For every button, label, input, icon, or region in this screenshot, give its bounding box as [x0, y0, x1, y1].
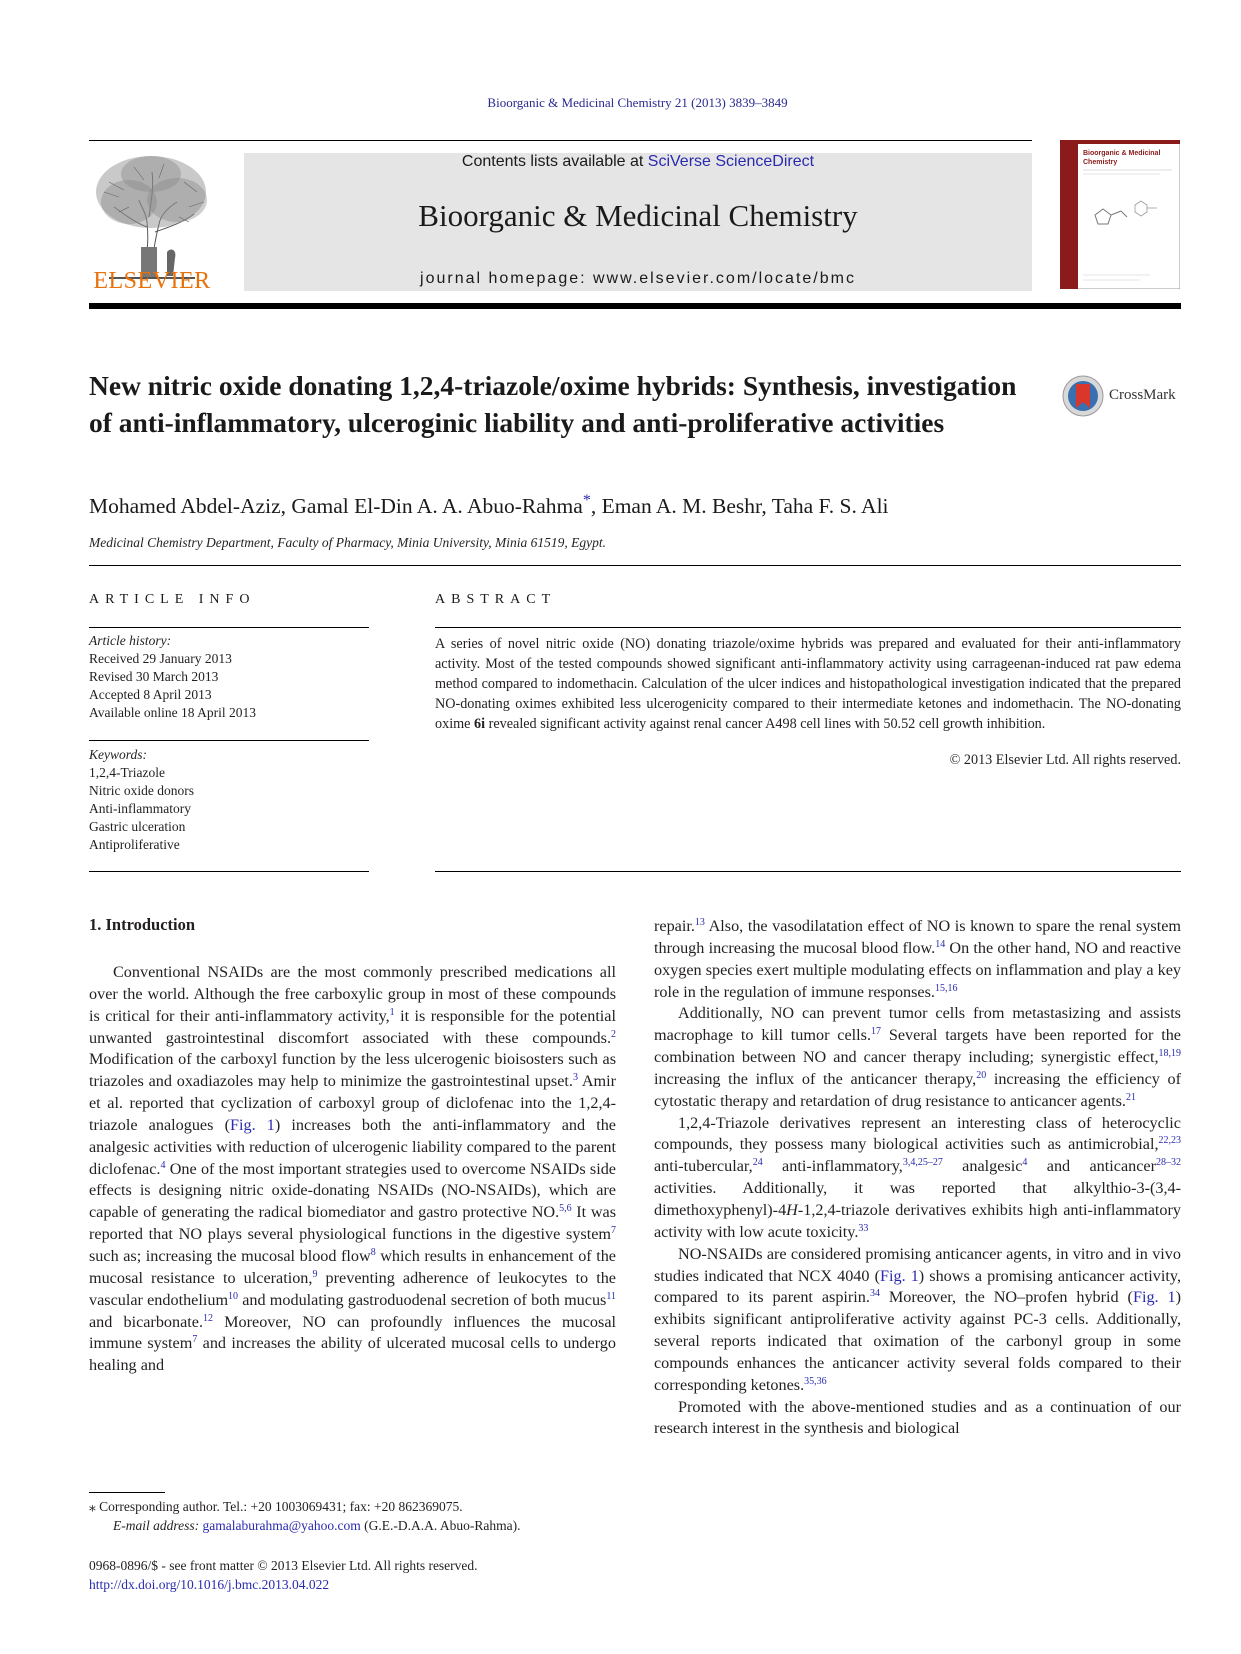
keyword-item: Anti-inflammatory: [89, 801, 191, 816]
text-run: increasing the efficiency of cytostatic therapy and retardation of drug resistance to anticancer agents.: [654, 1069, 1181, 1110]
history-item: Accepted 8 April 2013: [89, 687, 212, 702]
email-link[interactable]: gamalaburahma@yahoo.com: [202, 1518, 361, 1533]
contents-prefix: Contents lists available at: [461, 153, 648, 170]
article-info-heading: ARTICLE INFO: [89, 592, 256, 607]
affiliation: Medicinal Chemistry Department, Faculty of Pharmacy, Minia University, Minia 61519, Egypt.: [89, 535, 607, 550]
text-run: ) increases both the anti-inflammatory and the analgesic activities with reduction of ulcerogenic liability compared to the parent diclofenac.: [89, 1115, 616, 1178]
citation-ref[interactable]: 3,4,25–27: [902, 1157, 943, 1169]
citation-ref[interactable]: 8: [370, 1246, 376, 1258]
citation-ref[interactable]: 5,6: [559, 1203, 572, 1215]
paragraph: [654, 916, 1181, 1003]
citation-ref[interactable]: 14: [935, 938, 946, 950]
email-owner: (G.E.-D.A.A. Abuo-Rahma).: [360, 1518, 521, 1533]
citation-ref[interactable]: 15,16: [934, 982, 958, 994]
history-item: Revised 30 March 2013: [89, 669, 219, 684]
citation-ref[interactable]: 7: [192, 1334, 198, 1346]
text-run: and modulating gastroduodenal secretion of both mucus: [238, 1290, 607, 1309]
citation-ref[interactable]: 1: [389, 1006, 395, 1018]
body-column-left: [89, 962, 616, 1377]
text-run: Additionally, NO can prevent tumor cells from metastasizing and assists macrophage to kill tumor cells.: [654, 1004, 1181, 1045]
keywords: [89, 746, 369, 854]
front-matter: [89, 1556, 478, 1594]
corresponding-author-note: [89, 1497, 520, 1516]
history-item: Received 29 January 2013: [89, 651, 232, 666]
text-run: It was reported that NO plays several physiological functions in the digestive system: [89, 1203, 616, 1244]
crossmark-label: CrossMark: [1109, 387, 1176, 403]
compound-label: 6i: [474, 716, 486, 732]
sciencedirect-link[interactable]: SciVerse ScienceDirect: [647, 153, 815, 170]
abstract-part: revealed significant activity against renal cancer A498 cell lines with 50.52 cell growth inhibition.: [485, 716, 1046, 732]
citation-ref[interactable]: 9: [312, 1268, 318, 1280]
text-run: preventing adherence of leukocytes to the vascular endothelium: [89, 1268, 616, 1309]
abstract-part: A series of novel nitric oxide (NO) donating triazole/oxime hybrids was prepared and evaluated for their anti-inflammatory activity. Most of the tested compounds showed significant anti-inflammatory activity using carrageenan-induced rat paw edema method compared to indomethacin. Calculation of the ulcer indices and histopathological investigation indicated that the prepared NO-donating oximes exhibited less ulcerogenicity compared to their intermediate ketones and indomethacin. The NO-donating oxime: [435, 636, 1181, 732]
text-run: activities. Additionally, it was reported that alkylthio-3-(3,4-dimethoxyphenyl)-4: [654, 1179, 1181, 1219]
citation-ref[interactable]: 33: [858, 1222, 869, 1234]
history-label: Article history:: [89, 633, 172, 648]
text-run: it is responsible for the potential unwanted gastrointestinal discomfort associated with these compounds.: [89, 1006, 616, 1047]
text-run: repair.: [654, 917, 695, 935]
abstract-heading: ABSTRACT: [435, 592, 557, 607]
text-run: anti-tubercular,: [654, 1157, 753, 1176]
text-run: Conventional NSAIDs are the most commonly prescribed medications all over the world. Although the free carboxylic group in most of these compounds is critical for their anti-inflammatory activity,: [89, 963, 616, 1025]
paragraph: [654, 1113, 1181, 1244]
body-column-right: [654, 916, 1181, 1440]
section-heading: 1. Introduction: [89, 915, 196, 934]
journal-cover-thumbnail[interactable]: [1060, 140, 1180, 289]
citation-ref[interactable]: 7: [611, 1225, 616, 1237]
text-run: One of the most important strategies used to overcome NSAIDs side effects is designing nitric oxide-donating NSAIDs (NO-NSAIDs), which are capable of generating the radical biomediator and gastro protective NO.: [89, 1159, 616, 1222]
paragraph: [654, 1244, 1181, 1397]
keyword-item: 1,2,4-Triazole: [89, 765, 165, 780]
article-info-rule-bottom: [89, 871, 369, 872]
contents-line: [244, 153, 1032, 171]
svg-text:Bioorganic & Medicinal: Bioorganic & Medicinal: [1083, 150, 1161, 157]
doi-link[interactable]: http://dx.doi.org/10.1016/j.bmc.2013.04.022: [89, 1577, 330, 1592]
journal-reference[interactable]: Bioorganic & Medicinal Chemistry 21 (2013) 3839–3849: [487, 95, 788, 110]
citation-ref[interactable]: 20: [976, 1069, 987, 1081]
italic-text: H: [786, 1200, 798, 1219]
footnote: [89, 1497, 520, 1535]
text-run: Moreover, NO can profoundly influences the mucosal immune system: [89, 1312, 616, 1353]
text-run: and anticancer: [1027, 1157, 1156, 1176]
article-info-rule: [89, 627, 369, 628]
crossmark-icon: [1061, 374, 1105, 418]
authors-rest: , Eman A. M. Beshr, Taha F. S. Ali: [590, 494, 889, 518]
abstract-rule-bottom: [435, 871, 1181, 872]
figure-ref-link[interactable]: Fig. 1: [879, 1266, 919, 1285]
header-thick-rule: [89, 303, 1181, 309]
citation-ref[interactable]: 4: [160, 1159, 166, 1171]
citation-ref[interactable]: 24: [752, 1157, 763, 1169]
paragraph: Promoted with the above-mentioned studies and as a continuation of our research interest in the synthesis and biological: [654, 1397, 1181, 1438]
abstract-text: [435, 634, 1181, 734]
footnote-mark: ⁎: [89, 1499, 96, 1514]
text-run: -1,2,4-triazole derivatives exhibits high anti-inflammatory activity with low acute toxicity.: [654, 1200, 1181, 1241]
citation-ref[interactable]: 13: [694, 917, 705, 928]
citation-ref[interactable]: 3: [572, 1072, 578, 1084]
text-run: 1,2,4-Triazole derivatives represent an interesting class of heterocyclic compounds, they possess many biological activities such as antimicrobial,: [654, 1113, 1181, 1154]
text-run: and increases the ability of ulcerated mucosal cells to undergo healing and: [89, 1334, 616, 1375]
citation-ref[interactable]: 22,23: [1158, 1135, 1181, 1147]
text-run: anti-inflammatory,: [762, 1157, 903, 1176]
email-label: E-mail address:: [113, 1518, 203, 1533]
keyword-item: Antiproliferative: [89, 837, 180, 852]
corresponding-author-mark[interactable]: *: [582, 492, 591, 509]
svg-text:Chemistry: Chemistry: [1083, 159, 1118, 166]
footnote-rule: [89, 1492, 165, 1493]
keyword-item: Gastric ulceration: [89, 819, 186, 834]
text-run: increasing the influx of the anticancer therapy,: [654, 1069, 977, 1088]
figure-ref-link[interactable]: Fig. 1: [229, 1115, 275, 1134]
text-run: analgesic: [942, 1157, 1023, 1176]
citation-ref[interactable]: 12: [203, 1312, 214, 1324]
text-run: On the other hand, NO and reactive oxygen species exert multiple modulating effects on inflammation and play a key role in the regulation of immune responses.: [654, 938, 1181, 1001]
abstract-rule: [435, 627, 1181, 628]
history-item: Available online 18 April 2013: [89, 705, 256, 720]
text-run: Several targets have been reported for the combination between NO and cancer therapy including; synergistic effect,: [654, 1026, 1181, 1067]
header-rule: [89, 140, 1032, 141]
text-run: Amir et al. reported that cyclization of carboxyl group of diclofenac into the 1,2,4-triazole analogues (: [89, 1072, 616, 1134]
text-run: such as; increasing the mucosal blood flow: [89, 1246, 371, 1265]
citation-ref[interactable]: 35,36: [804, 1375, 827, 1387]
paragraph: [89, 962, 616, 1377]
author-list: [89, 494, 1181, 519]
citation-ref[interactable]: 18,19: [1158, 1048, 1181, 1060]
citation-ref[interactable]: 4: [1022, 1157, 1028, 1169]
keywords-label: Keywords:: [89, 747, 147, 762]
article-history: [89, 632, 369, 722]
paragraph: [654, 1003, 1181, 1112]
authors-first: Mohamed Abdel-Aziz, Gamal El-Din A. A. Abuo-Rahma: [89, 494, 583, 518]
journal-homepage[interactable]: journal homepage: www.elsevier.com/locate/bmc: [420, 270, 856, 287]
text-run: NO-NSAIDs are considered promising anticancer agents, in vitro and in vivo studies indicated that NCX 4040 (: [654, 1244, 1181, 1285]
text-run: and bicarbonate.: [89, 1312, 204, 1331]
text-run: Modification of the carboxyl function by the less ulcerogenic bioisosters such as triazoles and oxadiazoles may help to minimize the gastrointestinal upset.: [89, 1050, 616, 1091]
abstract-copyright: © 2013 Elsevier Ltd. All rights reserved.: [949, 752, 1181, 768]
issn-line: 0968-0896/$ - see front matter © 2013 Elsevier Ltd. All rights reserved.: [89, 1558, 478, 1573]
citation-ref[interactable]: 21: [1125, 1091, 1136, 1103]
article-title: New nitric oxide donating 1,2,4-triazole/oxime hybrids: Synthesis, investigation of anti-inflammatory, ulceroginic liability and anti-proliferative activities: [89, 370, 1017, 438]
affiliation-rule: [89, 565, 1181, 566]
elsevier-wordmark: ELSEVIER: [93, 268, 211, 294]
citation-ref[interactable]: 28–32: [1156, 1157, 1181, 1169]
citation-ref[interactable]: 10: [228, 1290, 239, 1302]
citation-ref[interactable]: 2: [611, 1028, 616, 1040]
keyword-item: Nitric oxide donors: [89, 783, 194, 798]
figure-ref-link[interactable]: Fig. 1: [1132, 1288, 1176, 1307]
citation-ref[interactable]: 17: [871, 1026, 882, 1038]
text-run: Moreover, the NO–profen hybrid (: [879, 1288, 1133, 1307]
corresponding-text: Corresponding author. Tel.: +20 1003069431; fax: +20 862369075.: [95, 1499, 463, 1514]
journal-name: Bioorganic & Medicinal Chemistry: [418, 198, 858, 233]
text-run: ) exhibits significant antiproliferative activity against PC-3 cells. Additionally, several reports indicated that oximation of the carbonyl group in some compounds enhances the anticancer activity several folds compared to their corresponding ketones.: [654, 1288, 1181, 1394]
citation-ref[interactable]: 11: [606, 1290, 616, 1302]
text-run: ) shows a promising anticancer activity, compared to its parent aspirin.: [654, 1266, 1181, 1307]
crossmark-badge[interactable]: [1061, 374, 1181, 418]
text-run: which results in enhancement of the mucosal resistance to ulceration,: [89, 1246, 616, 1287]
citation-ref[interactable]: 34: [869, 1288, 880, 1300]
email-line: [89, 1516, 520, 1535]
article-info-rule-mid: [89, 740, 369, 741]
text-run: Also, the vasodilatation effect of NO is known to spare the renal system through increasing the mucosal blood flow.: [654, 917, 1181, 957]
